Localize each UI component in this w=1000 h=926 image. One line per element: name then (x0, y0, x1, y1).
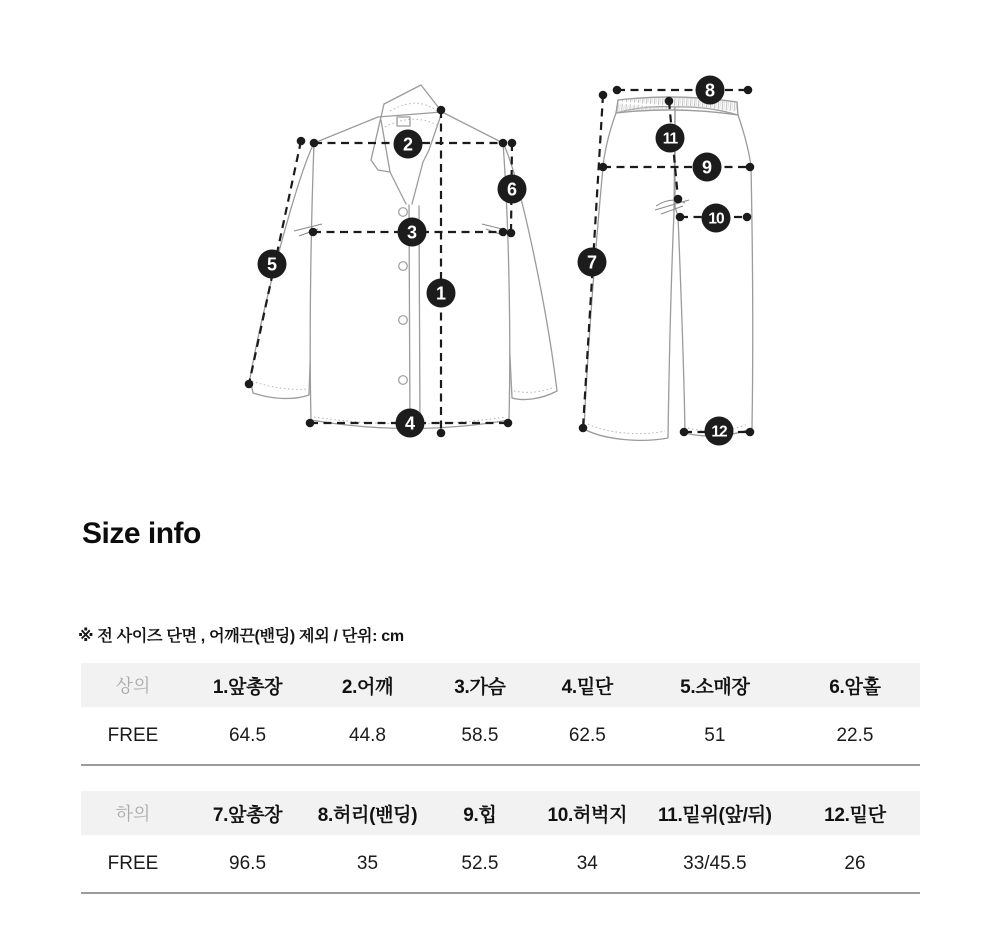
size-table-bottom (81, 791, 920, 894)
badge-5-num: 5 (266, 254, 278, 275)
category-label-bottom: 하의 (115, 804, 151, 824)
col-header: 10.허벅지 (547, 804, 628, 826)
shirt-collar-stitch-1 (390, 103, 438, 112)
size-value: 34 (576, 852, 598, 874)
category-label-top: 상의 (115, 676, 151, 696)
col-header: 1.앞총장 (212, 676, 283, 698)
badge-3-num: 3 (406, 222, 418, 243)
shirt-diagram (245, 85, 557, 438)
size-note: ※ 전 사이즈 단면 , 어깨끈(밴딩) 제외 / 단위: cm (78, 628, 404, 645)
col-header: 5.소매장 (680, 676, 750, 698)
badge-12-num: 12 (711, 423, 727, 441)
size-label: FREE (107, 852, 159, 874)
col-header: 12.밑단 (824, 804, 886, 826)
badge-8-num: 8 (704, 80, 716, 101)
size-table-top-value-row (81, 707, 920, 765)
size-value: 33/45.5 (683, 852, 747, 874)
badge-7-num: 7 (586, 252, 598, 273)
col-header: 7.앞총장 (212, 804, 283, 826)
size-value: 96.5 (229, 852, 267, 874)
size-table-bottom-header-row (81, 791, 920, 835)
col-header: 3.가슴 (454, 676, 506, 698)
badge-11-num: 11 (662, 130, 678, 148)
size-table-top (81, 663, 920, 766)
size-value: 58.5 (461, 724, 499, 746)
col-header: 6.암홀 (829, 676, 881, 698)
size-value: 52.5 (461, 852, 499, 874)
badge-9-num: 9 (701, 157, 713, 178)
col-header: 11.밑위(앞/뒤) (657, 804, 772, 826)
size-table-bottom-value-row (81, 835, 920, 893)
col-header: 8.허리(밴딩) (317, 804, 418, 826)
col-header: 2.어깨 (341, 676, 394, 698)
size-value: 22.5 (836, 724, 874, 746)
badge-10-num: 10 (708, 210, 724, 228)
pants-diagram (578, 76, 755, 446)
size-tables (81, 663, 920, 894)
size-value: 64.5 (229, 724, 267, 746)
page-title: Size info (82, 517, 201, 550)
badge-2-num: 2 (402, 134, 414, 155)
size-label: FREE (107, 724, 159, 746)
size-table-top-header-row (81, 663, 920, 707)
size-value: 62.5 (568, 724, 606, 746)
size-value: 51 (704, 724, 726, 746)
badge-4-num: 4 (404, 413, 416, 434)
size-value: 26 (844, 852, 866, 874)
size-value: 44.8 (349, 724, 386, 746)
col-header: 4.밑단 (561, 676, 613, 698)
badge-1-num: 1 (435, 283, 447, 304)
col-header: 9.힙 (463, 804, 497, 826)
badge-6-num: 6 (506, 179, 518, 200)
size-value: 35 (356, 852, 379, 874)
